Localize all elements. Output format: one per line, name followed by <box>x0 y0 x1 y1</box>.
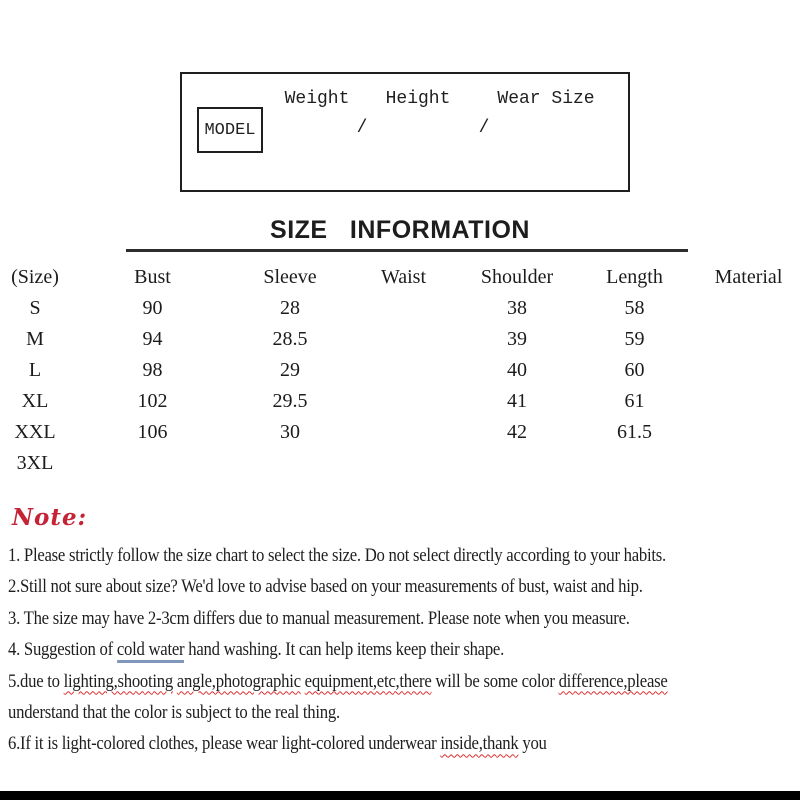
note-heading: Note: <box>12 504 88 531</box>
table-cell: 41 <box>507 390 527 412</box>
size-label: M <box>26 328 44 350</box>
table-cell <box>345 324 462 355</box>
table-cell <box>345 386 462 417</box>
wear-size-header: Wear Size <box>497 89 595 109</box>
spellcheck-underlined-text: lighting,shooting <box>63 670 173 692</box>
weight-header: Weight <box>284 89 350 109</box>
model-info-box <box>180 72 630 192</box>
table-cell <box>697 293 800 324</box>
blue-underlined-text: cold water <box>117 639 184 663</box>
table-cell: 58 <box>624 297 645 319</box>
table-cell: 61 <box>624 390 645 412</box>
size-table <box>0 262 800 479</box>
note-text: hand washing. It can help items keep their shape. <box>184 639 505 661</box>
size-label: L <box>28 359 42 381</box>
size-label: XL <box>21 390 49 412</box>
spellcheck-underlined-text: inside,thank <box>440 733 519 755</box>
table-cell: 60 <box>624 359 645 381</box>
table-cell <box>462 448 572 479</box>
table-cell <box>345 417 462 448</box>
note-line <box>8 634 712 665</box>
note-text: understand that the color is subject to the real thing. <box>8 701 340 723</box>
table-cell: 94 <box>142 328 163 350</box>
note-line <box>8 571 712 602</box>
note-line <box>8 728 712 759</box>
table-cell: 39 <box>507 328 527 350</box>
size-label: 3XL <box>16 452 54 474</box>
size-label: XXL <box>14 421 56 443</box>
table-cell: 102 <box>137 390 168 412</box>
table-cell <box>697 386 800 417</box>
table-cell: 59 <box>624 328 645 350</box>
table-cell: 42 <box>507 421 527 443</box>
table-cell <box>345 355 462 386</box>
table-cell: 106 <box>137 421 168 443</box>
note-text: 5.due to <box>8 670 64 692</box>
table-cell <box>697 355 800 386</box>
note-line <box>8 666 712 697</box>
table-cell <box>235 448 345 479</box>
divider-line <box>126 249 688 252</box>
column-header: Sleeve <box>263 266 317 288</box>
note-line <box>8 540 712 571</box>
note-line <box>8 697 712 728</box>
table-cell <box>572 448 697 479</box>
table-cell <box>697 324 800 355</box>
height-header: Height <box>385 89 451 109</box>
size-label: S <box>29 297 41 319</box>
height-value: / <box>478 118 490 138</box>
table-cell: 61.5 <box>617 421 652 443</box>
column-header: Material <box>714 266 783 288</box>
table-cell: 98 <box>142 359 163 381</box>
table-cell <box>697 417 800 448</box>
note-line <box>8 603 712 634</box>
note-text: 2.Still not sure about size? We'd love to advise based on your measurements of bust, waist and hip. <box>8 576 643 598</box>
spellcheck-underlined-text: equipment,etc,there <box>304 670 432 692</box>
note-text: will be some color <box>431 670 559 692</box>
note-text: 1. Please strictly follow the size chart to select the size. Do not select directly according to your habits. <box>8 545 666 566</box>
weight-value: / <box>356 118 368 138</box>
table-cell: 38 <box>507 297 527 319</box>
table-cell: 40 <box>507 359 527 381</box>
table-cell <box>697 448 800 479</box>
column-header: Shoulder <box>480 266 554 288</box>
table-cell <box>345 293 462 324</box>
table-cell <box>345 448 462 479</box>
note-text: you <box>518 733 547 755</box>
note-text: 6.If it is light-colored clothes, please wear light-colored underwear <box>8 733 441 755</box>
column-header: (Size) <box>11 266 59 288</box>
table-cell: 29.5 <box>272 390 308 412</box>
spellcheck-underlined-text: difference,please <box>558 670 668 692</box>
column-header: Waist <box>380 266 427 288</box>
column-header: Length <box>606 266 663 288</box>
model-label-box <box>197 107 263 153</box>
model-label: MODEL <box>204 120 256 140</box>
size-information-title: SIZE INFORMATION <box>270 216 530 244</box>
table-cell <box>70 448 235 479</box>
note-text: 3. The size may have 2-3cm differs due to manual measurement. Please note when you measure. <box>8 607 630 629</box>
table-cell: 30 <box>280 421 300 443</box>
note-text: 4. Suggestion of <box>8 639 117 661</box>
notes-list <box>8 540 800 760</box>
table-cell: 90 <box>142 297 163 319</box>
column-header: Bust <box>134 266 171 288</box>
table-cell: 29 <box>280 359 300 381</box>
bottom-black-bar <box>0 791 800 800</box>
spellcheck-underlined-text: angle,photographic <box>176 670 301 692</box>
table-cell: 28.5 <box>272 328 308 350</box>
table-cell: 28 <box>280 297 300 319</box>
